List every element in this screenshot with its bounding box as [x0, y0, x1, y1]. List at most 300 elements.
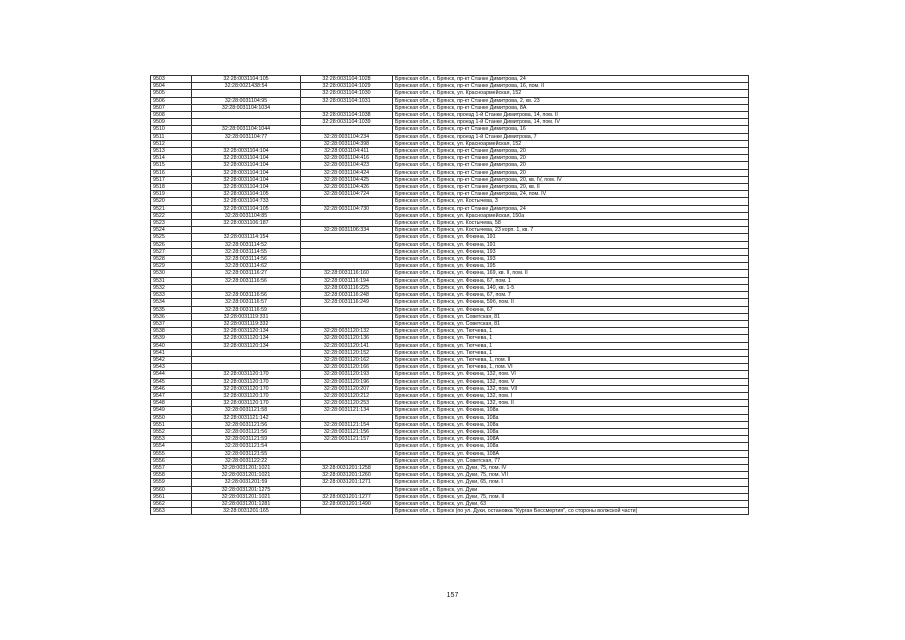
address-cell: Брянская обл., г. Брянск, ул. Фокина, 108а [393, 421, 749, 428]
table-row [151, 205, 749, 212]
address-cell: Брянская обл., г. Брянск, проезд 1-й Станке Димитрова, 14, пом. IV [393, 119, 749, 126]
row-number-cell: 9529 [151, 263, 192, 270]
address-cell: Брянская обл., г. Брянск, пр-кт Станке Димитрова, 20 [393, 148, 749, 155]
table-row [151, 428, 749, 435]
address-cell: Брянская обл., г. Брянск, ул. Фокина, 191 [393, 234, 749, 241]
object-cadastral-number-cell [301, 306, 393, 313]
object-cadastral-number-cell [301, 198, 393, 205]
address-cell: Брянская обл., г. Брянск, проезд 1-й Станке Димитрова, 7 [393, 133, 749, 140]
table-row [151, 400, 749, 407]
object-cadastral-number-cell [301, 256, 393, 263]
address-cell: Брянская обл., г. Брянск, ул. Фокина, 132, пом. VII [393, 385, 749, 392]
table-row [151, 133, 749, 140]
object-cadastral-number-cell: 32:28:0031104:1029 [301, 83, 393, 90]
row-number-cell: 9503 [151, 76, 192, 83]
address-cell: Брянская обл., г. Брянск, ул. Фокина, 108а [393, 407, 749, 414]
table-row [151, 378, 749, 385]
row-number-cell: 9546 [151, 385, 192, 392]
table-row [151, 97, 749, 104]
land-cadastral-number-cell: 32:28:0031104:104 [192, 176, 301, 183]
table-row [151, 256, 749, 263]
land-cadastral-number-cell: 32:28:0031119:332 [192, 320, 301, 327]
land-cadastral-number-cell: 32:28:0031201:1281 [192, 500, 301, 507]
object-cadastral-number-cell: 32:28:0031201:1260 [301, 472, 393, 479]
address-cell: Брянская обл., г. Брянск, ул. Фокина, 132, пом. VI [393, 371, 749, 378]
address-cell: Брянская обл., г. Брянск, ул. Фокина, 59б, пом. II [393, 299, 749, 306]
table-row [151, 356, 749, 363]
table-row [151, 407, 749, 414]
table-row [151, 83, 749, 90]
address-cell: Брянская обл., г. Брянск, ул. Фокина, 108А [393, 436, 749, 443]
object-cadastral-number-cell: 32:28:0031201:1258 [301, 464, 393, 471]
row-number-cell: 9526 [151, 241, 192, 248]
address-cell: Брянская обл., г. Брянск, ул. Тютчева, 1 [393, 335, 749, 342]
row-number-cell: 9518 [151, 184, 192, 191]
land-cadastral-number-cell: 32:28:0031104:104 [192, 162, 301, 169]
address-cell: Брянская обл., г. Брянск, ул. Дуки, 63 [393, 500, 749, 507]
land-cadastral-number-cell: 32:28:0031121:56 [192, 428, 301, 435]
row-number-cell: 9555 [151, 450, 192, 457]
page-number: 157 [446, 592, 459, 599]
row-number-cell: 9532 [151, 284, 192, 291]
object-cadastral-number-cell: 32:28:0031120:253 [301, 400, 393, 407]
address-cell: Брянская обл., г. Брянск, ул. Тютчева, 1 [393, 342, 749, 349]
object-cadastral-number-cell [301, 313, 393, 320]
cadastral-table-body [151, 76, 749, 515]
land-cadastral-number-cell [192, 119, 301, 126]
address-cell: Брянская обл., г. Брянск, пр-кт Станке Димитрова, 24 [393, 76, 749, 83]
row-number-cell: 9510 [151, 126, 192, 133]
row-number-cell: 9535 [151, 306, 192, 313]
table-row [151, 90, 749, 97]
row-number-cell: 9514 [151, 155, 192, 162]
address-cell: Брянская обл., г. Брянск, ул. Фокина, 169, кв. II, пом. II [393, 270, 749, 277]
land-cadastral-number-cell: 32:28:0031201:1021 [192, 464, 301, 471]
table-row [151, 241, 749, 248]
address-cell: Брянская обл., г. Брянск, пр-кт Станке Димитрова, 20 [393, 162, 749, 169]
table-row [151, 234, 749, 241]
row-number-cell: 9563 [151, 508, 192, 515]
table-row [151, 76, 749, 83]
row-number-cell: 9560 [151, 486, 192, 493]
object-cadastral-number-cell: 32:28:0031104:411 [301, 148, 393, 155]
object-cadastral-number-cell: 32:28:0031201:1277 [301, 493, 393, 500]
address-cell: Брянская обл., г. Брянск, ул. Дуки, 75, пом. II [393, 493, 749, 500]
land-cadastral-number-cell [192, 140, 301, 147]
table-row [151, 371, 749, 378]
object-cadastral-number-cell: 32:28:0031201:1490 [301, 500, 393, 507]
address-cell: Брянская обл., г. Брянск, ул. Советская, 81 [393, 320, 749, 327]
object-cadastral-number-cell [301, 212, 393, 219]
table-row [151, 385, 749, 392]
object-cadastral-number-cell: 32:28:0031201:1271 [301, 479, 393, 486]
row-number-cell: 9530 [151, 270, 192, 277]
address-cell: Брянская обл., г. Брянск, ул. Красноармейская, 150а [393, 212, 749, 219]
land-cadastral-number-cell: 32:28:0031104:1034 [192, 104, 301, 111]
row-number-cell: 9545 [151, 378, 192, 385]
row-number-cell: 9540 [151, 342, 192, 349]
address-cell: Брянская обл., г. Брянск, ул. Фокина, 193 [393, 256, 749, 263]
address-cell: Брянская обл., г. Брянск, ул. Фокина, 67, пом. 1 [393, 277, 749, 284]
table-row [151, 500, 749, 507]
table-row [151, 436, 749, 443]
address-cell: Брянская обл., г. Брянск, ул. Красноармейская, 152 [393, 140, 749, 147]
object-cadastral-number-cell [301, 234, 393, 241]
land-cadastral-number-cell: 32:28:0031121:59 [192, 436, 301, 443]
row-number-cell: 9542 [151, 356, 192, 363]
land-cadastral-number-cell [192, 356, 301, 363]
object-cadastral-number-cell: 32:28:0031120:207 [301, 385, 393, 392]
land-cadastral-number-cell: 32:28:0031121:54 [192, 443, 301, 450]
land-cadastral-number-cell: 32:28:0031104:105 [192, 205, 301, 212]
land-cadastral-number-cell: 32:28:0031121:55 [192, 450, 301, 457]
row-number-cell: 9561 [151, 493, 192, 500]
land-cadastral-number-cell: 32:28:0031120:134 [192, 335, 301, 342]
table-row [151, 472, 749, 479]
row-number-cell: 9509 [151, 119, 192, 126]
land-cadastral-number-cell: 32:28:0031120:134 [192, 342, 301, 349]
land-cadastral-number-cell: 32:28:0031114:52 [192, 241, 301, 248]
address-cell: Брянская обл., г. Брянск, пр-кт Станке Димитрова, 24, пом. IV [393, 191, 749, 198]
object-cadastral-number-cell [301, 320, 393, 327]
land-cadastral-number-cell: 32:28:0031104:105 [192, 191, 301, 198]
object-cadastral-number-cell: 32:28:0031120:166 [301, 364, 393, 371]
object-cadastral-number-cell: 32:28:0031120:193 [301, 371, 393, 378]
land-cadastral-number-cell: 32:28:0031104:104 [192, 184, 301, 191]
address-cell: Брянская обл., г. Брянск, ул. Дуки [393, 486, 749, 493]
row-number-cell: 9515 [151, 162, 192, 169]
object-cadastral-number-cell: 32:28:0031121:154 [301, 421, 393, 428]
object-cadastral-number-cell: 32:28:0031120:141 [301, 342, 393, 349]
row-number-cell: 9556 [151, 457, 192, 464]
land-cadastral-number-cell [192, 90, 301, 97]
object-cadastral-number-cell [301, 248, 393, 255]
row-number-cell: 9520 [151, 198, 192, 205]
table-row [151, 443, 749, 450]
land-cadastral-number-cell: 32:28:0031201:59 [192, 479, 301, 486]
land-cadastral-number-cell: 32:28:0031104:1044 [192, 126, 301, 133]
row-number-cell: 9541 [151, 349, 192, 356]
land-cadastral-number-cell [192, 284, 301, 291]
object-cadastral-number-cell: 32:28:0031104:1031 [301, 97, 393, 104]
object-cadastral-number-cell: 32:28:0031104:424 [301, 169, 393, 176]
object-cadastral-number-cell: 32:28:0031121:134 [301, 407, 393, 414]
address-cell: Брянская обл., г. Брянск, ул. Советская, 81 [393, 313, 749, 320]
address-cell: Брянская обл., г. Брянск, проезд 1-й Станке Димитрова, 14, пом. II [393, 112, 749, 119]
table-row [151, 191, 749, 198]
land-cadastral-number-cell: 32:28:0031106:187 [192, 220, 301, 227]
object-cadastral-number-cell [301, 414, 393, 421]
object-cadastral-number-cell: 32:28:0031120:162 [301, 356, 393, 363]
row-number-cell: 9558 [151, 472, 192, 479]
land-cadastral-number-cell: 32:28:0031116:59 [192, 306, 301, 313]
object-cadastral-number-cell: 32:28:0031116:225 [301, 284, 393, 291]
table-row [151, 277, 749, 284]
object-cadastral-number-cell: 32:28:0031116:249 [301, 299, 393, 306]
object-cadastral-number-cell [301, 104, 393, 111]
table-row [151, 119, 749, 126]
table-row [151, 320, 749, 327]
table-row [151, 140, 749, 147]
table-row [151, 248, 749, 255]
table-row [151, 220, 749, 227]
row-number-cell: 9528 [151, 256, 192, 263]
land-cadastral-number-cell: 32:28:0031120:170 [192, 385, 301, 392]
table-row [151, 162, 749, 169]
table-row [151, 486, 749, 493]
land-cadastral-number-cell: 32:28:0031121:142 [192, 414, 301, 421]
object-cadastral-number-cell: 32:28:0031104:416 [301, 155, 393, 162]
object-cadastral-number-cell: 32:28:0031116:160 [301, 270, 393, 277]
object-cadastral-number-cell: 32:28:0031120:196 [301, 378, 393, 385]
address-cell: Брянская обл., г. Брянск, ул. Фокина, 140, кв. 1-5 [393, 284, 749, 291]
table-row [151, 349, 749, 356]
address-cell: Брянская обл., г. Брянск, пр-кт Станке Димитрова, 2, кв. 23 [393, 97, 749, 104]
address-cell: Брянская обл., г. Брянск, ул. Фокина, 193 [393, 248, 749, 255]
land-cadastral-number-cell: 32:28:0031114:154 [192, 234, 301, 241]
table-row [151, 421, 749, 428]
row-number-cell: 9559 [151, 479, 192, 486]
row-number-cell: 9534 [151, 299, 192, 306]
row-number-cell: 9550 [151, 414, 192, 421]
land-cadastral-number-cell: 32:28:0031104:104 [192, 169, 301, 176]
land-cadastral-number-cell: 32:28:0031104:77 [192, 133, 301, 140]
land-cadastral-number-cell: 32:28:0031116:56 [192, 292, 301, 299]
row-number-cell: 9548 [151, 400, 192, 407]
address-cell: Брянская обл., г. Брянск, пр-кт Станке Димитрова, 20 [393, 155, 749, 162]
row-number-cell: 9513 [151, 148, 192, 155]
address-cell: Брянская обл., г. Брянск, ул. Фокина, 108а [393, 443, 749, 450]
object-cadastral-number-cell: 32:28:0031116:194 [301, 277, 393, 284]
row-number-cell: 9552 [151, 428, 192, 435]
land-cadastral-number-cell: 32:28:0031120:170 [192, 392, 301, 399]
table-row [151, 342, 749, 349]
land-cadastral-number-cell: 32:28:0031104:104 [192, 148, 301, 155]
object-cadastral-number-cell: 32:28:0031104:234 [301, 133, 393, 140]
land-cadastral-number-cell: 32:28:0031120:134 [192, 328, 301, 335]
row-number-cell: 9553 [151, 436, 192, 443]
address-cell: Брянская обл., г. Брянск, ул. Фокина, 132, пом. I [393, 392, 749, 399]
table-row [151, 169, 749, 176]
land-cadastral-number-cell [192, 349, 301, 356]
row-number-cell: 9516 [151, 169, 192, 176]
row-number-cell: 9544 [151, 371, 192, 378]
land-cadastral-number-cell: 32:28:0031116:57 [192, 299, 301, 306]
table-row [151, 306, 749, 313]
address-cell: Брянская обл., г. Брянск, ул. Фокина, 108А [393, 450, 749, 457]
row-number-cell: 9507 [151, 104, 192, 111]
address-cell: Брянская обл., г. Брянск, ул. Костычева, 58 [393, 220, 749, 227]
table-row [151, 292, 749, 299]
address-cell: Брянская обл., г. Брянск, ул. Фокина, 132, пом. V [393, 378, 749, 385]
row-number-cell: 9547 [151, 392, 192, 399]
object-cadastral-number-cell: 32:28:0031121:156 [301, 428, 393, 435]
address-cell: Брянская обл., г. Брянск, ул. Фокина, 132, пом. II [393, 400, 749, 407]
table-row [151, 148, 749, 155]
row-number-cell: 9536 [151, 313, 192, 320]
object-cadastral-number-cell: 32:28:0031104:423 [301, 162, 393, 169]
object-cadastral-number-cell [301, 443, 393, 450]
table-row [151, 270, 749, 277]
address-cell: Брянская обл., г. Брянск, ул. Тютчева, 1 [393, 328, 749, 335]
address-cell: Брянская обл., г. Брянск, ул. Костычева, 23 корп. 1, кв. 7 [393, 227, 749, 234]
address-cell: Брянская обл., г. Брянск, пр-кт Станке Димитрова, 20, кв. II [393, 184, 749, 191]
address-cell: Брянская обл., г. Брянск, пр-кт Станке Димитрова, 16, пом. II [393, 83, 749, 90]
address-cell: Брянская обл., г. Брянск, ул. Красноармейская, 152 [393, 90, 749, 97]
land-cadastral-number-cell: 32:28:0021438:54 [192, 83, 301, 90]
row-number-cell: 9562 [151, 500, 192, 507]
table-row [151, 457, 749, 464]
row-number-cell: 9519 [151, 191, 192, 198]
row-number-cell: 9525 [151, 234, 192, 241]
address-cell: Брянская обл., г. Брянск, ул. Костычева, 3 [393, 198, 749, 205]
land-cadastral-number-cell: 32:28:0031104:105 [192, 76, 301, 83]
row-number-cell: 9527 [151, 248, 192, 255]
address-cell: Брянская обл., г. Брянск, ул. Дуки, 75, пом. IV [393, 464, 749, 471]
land-cadastral-number-cell: 32:28:0031120:170 [192, 371, 301, 378]
land-cadastral-number-cell: 32:28:0031120:170 [192, 400, 301, 407]
address-cell: Брянская обл., г. Брянск, ул. Фокина, 195 [393, 263, 749, 270]
row-number-cell: 9521 [151, 205, 192, 212]
object-cadastral-number-cell [301, 126, 393, 133]
object-cadastral-number-cell [301, 220, 393, 227]
table-row [151, 464, 749, 471]
table-row [151, 176, 749, 183]
row-number-cell: 9522 [151, 212, 192, 219]
land-cadastral-number-cell: 32:28:0031119:331 [192, 313, 301, 320]
cadastral-table [150, 75, 749, 515]
address-cell: Брянская обл., г. Брянск, ул. Фокина, 108а [393, 414, 749, 421]
land-cadastral-number-cell: 32:28:0031201:1021 [192, 472, 301, 479]
object-cadastral-number-cell: 32:28:0031104:1039 [301, 119, 393, 126]
table-row [151, 508, 749, 515]
object-cadastral-number-cell: 32:28:0031120:212 [301, 392, 393, 399]
land-cadastral-number-cell: 32:28:0031114:62 [192, 263, 301, 270]
row-number-cell: 9505 [151, 90, 192, 97]
land-cadastral-number-cell [192, 364, 301, 371]
land-cadastral-number-cell: 32:28:0031201:165 [192, 508, 301, 515]
object-cadastral-number-cell: 32:28:0031104:1028 [301, 76, 393, 83]
table-row [151, 335, 749, 342]
row-number-cell: 9511 [151, 133, 192, 140]
address-cell: Брянская обл., г. Брянск, ул. Советская, 77 [393, 457, 749, 464]
row-number-cell: 9543 [151, 364, 192, 371]
row-number-cell: 9554 [151, 443, 192, 450]
table-row [151, 493, 749, 500]
object-cadastral-number-cell: 32:28:0031120:132 [301, 328, 393, 335]
table-row [151, 414, 749, 421]
object-cadastral-number-cell: 32:28:0031104:730 [301, 205, 393, 212]
table-row [151, 227, 749, 234]
row-number-cell: 9512 [151, 140, 192, 147]
address-cell: Брянская обл., г. Брянск, ул. Фокина, 191 [393, 241, 749, 248]
address-cell: Брянская обл., г. Брянск, ул. Фокина, 67, пом. 7 [393, 292, 749, 299]
object-cadastral-number-cell [301, 263, 393, 270]
object-cadastral-number-cell: 32:28:0031120:136 [301, 335, 393, 342]
row-number-cell: 9506 [151, 97, 192, 104]
address-cell: Брянская обл., г. Брянск, пр-кт Станке Димитрова, 24 [393, 205, 749, 212]
object-cadastral-number-cell [301, 457, 393, 464]
address-cell: Брянская обл., г. Брянск, пр-кт Станке Димитрова, 16 [393, 126, 749, 133]
object-cadastral-number-cell: 32:28:0031104:724 [301, 191, 393, 198]
land-cadastral-number-cell: 32:28:0031104:85 [192, 212, 301, 219]
land-cadastral-number-cell: 32:28:0031104:733 [192, 198, 301, 205]
row-number-cell: 9504 [151, 83, 192, 90]
table-row [151, 450, 749, 457]
table-row [151, 104, 749, 111]
object-cadastral-number-cell [301, 450, 393, 457]
row-number-cell: 9508 [151, 112, 192, 119]
address-cell: Брянская обл., г. Брянск (по ул. Дуки, остановка "Курган Бессмертия", со стороны волжской части) [393, 508, 749, 515]
land-cadastral-number-cell: 32:28:0031121:58 [192, 407, 301, 414]
table-row [151, 198, 749, 205]
land-cadastral-number-cell: 32:28:0031104:95 [192, 97, 301, 104]
object-cadastral-number-cell: 32:28:0031104:1030 [301, 90, 393, 97]
row-number-cell: 9539 [151, 335, 192, 342]
row-number-cell: 9531 [151, 277, 192, 284]
table-row [151, 263, 749, 270]
row-number-cell: 9551 [151, 421, 192, 428]
land-cadastral-number-cell [192, 112, 301, 119]
table-row [151, 155, 749, 162]
table-row [151, 126, 749, 133]
land-cadastral-number-cell: 32:28:0031201:1021 [192, 493, 301, 500]
land-cadastral-number-cell: 32:28:0031121:56 [192, 421, 301, 428]
object-cadastral-number-cell [301, 486, 393, 493]
object-cadastral-number-cell: 32:28:0031120:152 [301, 349, 393, 356]
table-row [151, 328, 749, 335]
object-cadastral-number-cell: 32:28:0031104:426 [301, 184, 393, 191]
row-number-cell: 9533 [151, 292, 192, 299]
address-cell: Брянская обл., г. Брянск, ул. Дуки, 75, пом. VII [393, 472, 749, 479]
object-cadastral-number-cell: 32:28:0031106:334 [301, 227, 393, 234]
object-cadastral-number-cell: 32:28:0031104:425 [301, 176, 393, 183]
address-cell: Брянская обл., г. Брянск, пр-кт Станке Димитрова, 8А [393, 104, 749, 111]
address-cell: Брянская обл., г. Брянск, ул. Тютчева, 1, пом. II [393, 356, 749, 363]
object-cadastral-number-cell: 32:28:0031104:1038 [301, 112, 393, 119]
table-row [151, 184, 749, 191]
object-cadastral-number-cell [301, 241, 393, 248]
address-cell: Брянская обл., г. Брянск, пр-кт Станке Димитрова, 20 [393, 169, 749, 176]
object-cadastral-number-cell: 32:28:0031121:157 [301, 436, 393, 443]
address-cell: Брянская обл., г. Брянск, ул. Дуки, 65, пом. I [393, 479, 749, 486]
object-cadastral-number-cell [301, 508, 393, 515]
table-row [151, 284, 749, 291]
land-cadastral-number-cell: 32:28:0031104:104 [192, 155, 301, 162]
land-cadastral-number-cell: 32:28:0031201:1275 [192, 486, 301, 493]
object-cadastral-number-cell: 32:28:0031116:248 [301, 292, 393, 299]
table-row [151, 112, 749, 119]
land-cadastral-number-cell: 32:28:0031120:170 [192, 378, 301, 385]
table-row [151, 364, 749, 371]
row-number-cell: 9538 [151, 328, 192, 335]
row-number-cell: 9537 [151, 320, 192, 327]
land-cadastral-number-cell: 32:28:0031116:56 [192, 277, 301, 284]
row-number-cell: 9549 [151, 407, 192, 414]
row-number-cell: 9524 [151, 227, 192, 234]
land-cadastral-number-cell: 32:28:0031114:55 [192, 248, 301, 255]
row-number-cell: 9557 [151, 464, 192, 471]
row-number-cell: 9517 [151, 176, 192, 183]
address-cell: Брянская обл., г. Брянск, пр-кт Станке Димитрова, 20, кв. IV, пом. IV [393, 176, 749, 183]
land-cadastral-number-cell: 32:28:0031122:22 [192, 457, 301, 464]
address-cell: Брянская обл., г. Брянск, ул. Фокина, 108а [393, 428, 749, 435]
table-row [151, 392, 749, 399]
table-row [151, 313, 749, 320]
address-cell: Брянская обл., г. Брянск, ул. Тютчева, 1 [393, 349, 749, 356]
row-number-cell: 9523 [151, 220, 192, 227]
table-row [151, 299, 749, 306]
